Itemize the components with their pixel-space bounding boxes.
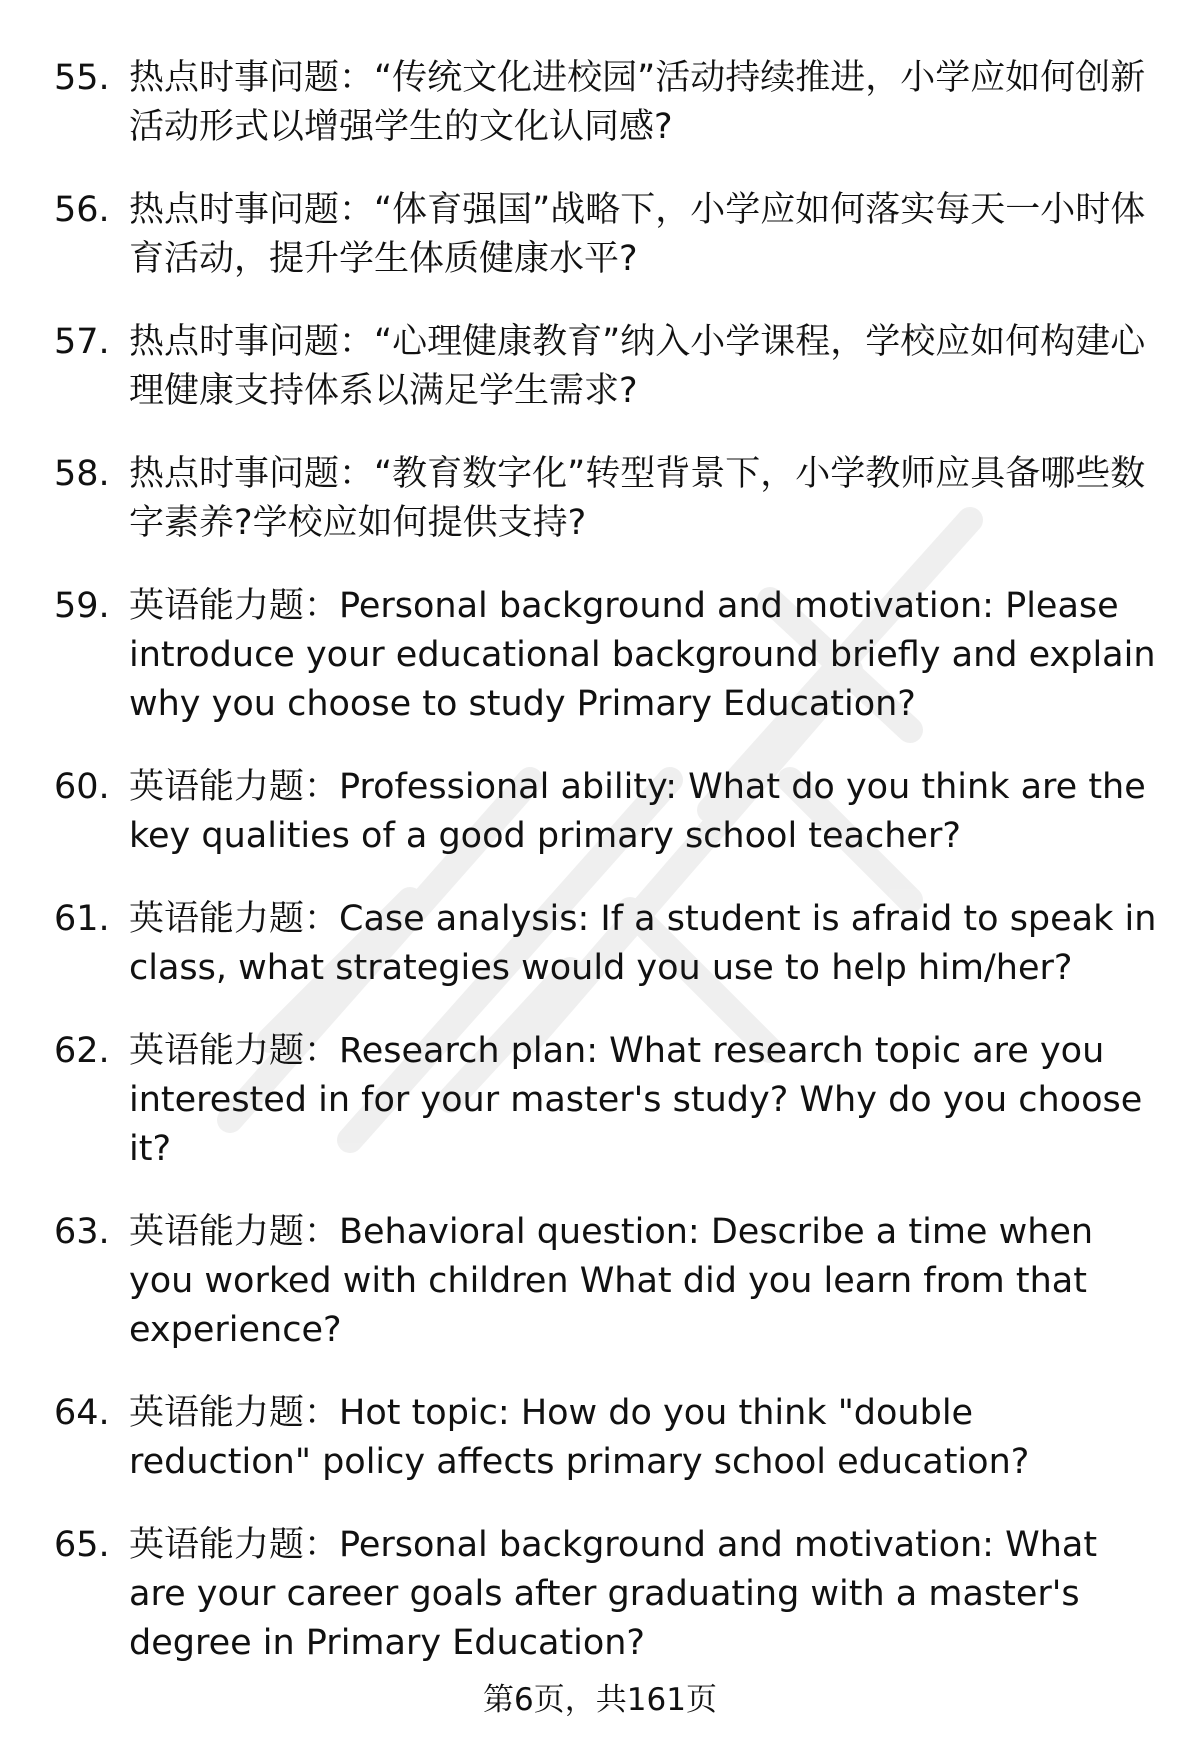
question-text: 热点时事问题：“心理健康教育”纳入小学课程，学校应如何构建心理健康支持体系以满足学生需求? [129,322,1146,411]
question-item [0,1521,1200,1668]
question-text: 英语能力题：Research plan: What research topic are you interested in for your master's study? Why do you choose it? [129,1031,1143,1169]
question-number: 61. [54,899,110,939]
question-text: 英语能力题：Behavioral question: Describe a time when you worked with children What did you learn from that experience? [129,1212,1094,1350]
question-text: 英语能力题：Hot topic: How do you think "double reduction" policy affects primary school education? [129,1393,1030,1482]
question-item [0,450,1200,548]
question-number: 58. [54,454,110,494]
question-number: 56. [54,190,110,230]
question-item [0,895,1200,993]
question-text: 热点时事问题：“体育强国”战略下，小学应如何落实每天一小时体育活动，提升学生体质健康水平? [129,190,1146,279]
question-text: 英语能力题：Personal background and motivation: What are your career goals after graduating with a master's degree in Primary Education? [129,1525,1098,1663]
question-item [0,1208,1200,1355]
question-item [0,582,1200,729]
question-number: 65. [54,1525,110,1565]
question-item [0,1027,1200,1174]
question-text: 英语能力题：Case analysis: If a student is afraid to speak in class, what strategies would you use to help him/her? [129,899,1157,988]
question-number: 59. [54,586,110,626]
question-number: 57. [54,322,110,362]
page-indicator: 第6页，共161页 [483,1682,717,1718]
question-text: 英语能力题：Professional ability: What do you think are the key qualities of a good primary school teacher? [129,767,1146,856]
question-number: 64. [54,1393,110,1433]
question-item [0,54,1200,152]
question-item [0,318,1200,416]
question-number: 60. [54,767,110,807]
question-text: 热点时事问题：“传统文化进校园”活动持续推进，小学应如何创新活动形式以增强学生的文化认同感? [129,58,1146,147]
question-number: 55. [54,58,110,98]
question-item [0,763,1200,861]
question-text: 英语能力题：Personal background and motivation: Please introduce your educational background briefly and explain why you choose to study Primary Education? [129,586,1156,724]
question-item [0,1389,1200,1487]
question-text: 热点时事问题：“教育数字化”转型背景下，小学教师应具备哪些数字素养?学校应如何提供支持? [129,454,1146,543]
question-item [0,186,1200,284]
question-list [0,54,1200,1702]
question-number: 62. [54,1031,110,1071]
question-number: 63. [54,1212,110,1252]
